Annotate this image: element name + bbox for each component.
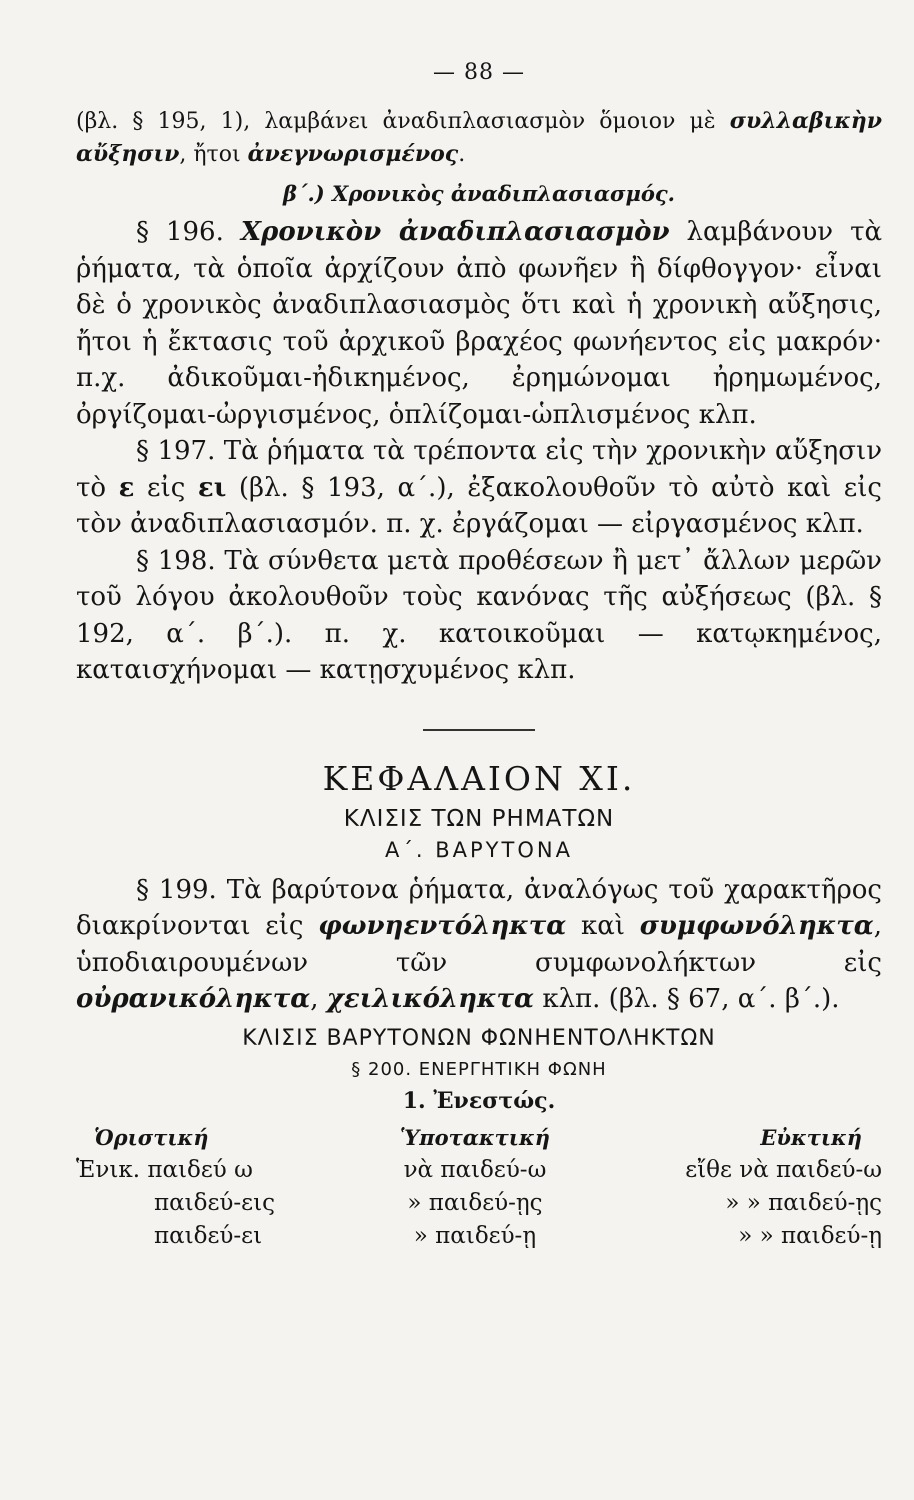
- para196-term: Χρονικὸν ἀναδιπλασιασμὸν: [240, 217, 670, 247]
- table-cell: » » παιδεύ-ῃ: [738, 1223, 882, 1249]
- paragraph-197: [76, 433, 882, 543]
- para199-term-4: χειλικόληκτα: [326, 984, 535, 1014]
- table-row: [76, 1220, 882, 1253]
- section-heading: Α΄. ΒΑΡΥΤΟΝΑ: [385, 837, 573, 862]
- intro-paragraph: [76, 105, 882, 171]
- para199-text-end: κλπ. (βλ. § 67, α΄. β΄.).: [534, 984, 840, 1014]
- tense-heading: 1. Ἐνεστώς.: [402, 1087, 556, 1114]
- intro-text-end: .: [458, 142, 466, 167]
- para199-text-4: ,: [310, 984, 327, 1014]
- table-row: [76, 1154, 882, 1187]
- paragraph-198: § 198. Τὰ σύνθετα μετὰ προθέσεων ἢ μετ᾿ ἄλλων μερῶν τοῦ λόγου ἀκολουθοῦν τοὺς κανόνας τῆς αὐξήσεως (βλ. § 192, α΄. β΄.). π. χ. κατοικοῦμαι — κατῳκημένος, καταισχήνομαι — κατῃσχυμένος κλπ.: [76, 545, 882, 685]
- page-number: — 88 —: [433, 60, 525, 85]
- table-cell: » παιδεύ-ῃς: [407, 1190, 543, 1216]
- table-cell: νὰ παιδεύ-ω: [403, 1157, 547, 1183]
- table-cell: παιδεύ-εις: [154, 1190, 275, 1216]
- chapter-subtitle: ΚΛΙΣΙΣ ΤΩΝ ΡΗΜΑΤΩΝ: [343, 805, 615, 832]
- column-header-subjunctive: Ὑποτακτική: [399, 1125, 550, 1150]
- table-header-row: [76, 1122, 882, 1154]
- para199-text: § 199. Τὰ βαρύτονα ῥήματα, ἀναλόγως τοῦ χαρακτῆρος διακρίνονται εἰς: [76, 874, 882, 941]
- column-header-optative: Εὐκτική: [760, 1125, 862, 1150]
- table-cell: εἴθε νὰ παιδεύ-ω: [685, 1157, 882, 1183]
- para199-term-3: οὐρανικόληκτα: [76, 984, 311, 1014]
- book-page: [76, 60, 882, 1253]
- para197-letter-2: ει: [197, 472, 227, 503]
- column-header-indicative: Ὁριστική: [94, 1125, 209, 1150]
- divider: [423, 729, 535, 731]
- para197-text-mid: εἰς: [134, 472, 198, 503]
- table-cell: Ἑνικ. παιδεύ ω: [76, 1157, 253, 1183]
- para199-term-1: φωνηεντόληκτα: [318, 911, 567, 941]
- paragraph-199: [76, 872, 882, 1018]
- para196-text: λαμβάνουν τὰ ῥήματα, τὰ ὁποῖα ἀρχίζουν ἀπὸ φωνῆεν ἢ δίφθογγον· εἶναι δὲ ὁ χρονικὸς ἀναδιπλασιασμὸς ὅτι καὶ ἡ χρονικὴ αὔξησις, ἤτοι ἡ ἔκτασις τοῦ ἀρχικοῦ βραχέος φωνήεντος εἰς μακρόν· π.χ. ἀδικοῦμαι-ἠδικημένος, ἐρημώνομαι ἠρημωμένος, ὀργίζομαι-ὠργισμένος, ὁπλίζομαι-ὡπλισμένος κλπ.: [76, 217, 883, 430]
- chapter-title: ΚΕΦΑΛΑΙΟΝ XI.: [322, 758, 636, 798]
- para199-text-2: καὶ: [566, 911, 640, 941]
- conjugation-table: [76, 1122, 882, 1253]
- para196-number: § 196.: [136, 217, 241, 247]
- para197-text: § 197. Τὰ ῥήματα τὰ τρέποντα εἰς τὴν χρονικὴν αὔξησιν τὸ: [76, 436, 882, 503]
- paragraph-196: [76, 214, 882, 433]
- table-cell: παιδεύ-ει: [154, 1223, 263, 1249]
- para197-text-end: (βλ. § 193, α΄.), ἐξακολουθοῦν τὸ αὐτὸ καὶ εἰς τὸν ἀναδιπλασιασμόν. π. χ. ἐργάζομαι — εἰργασμένος κλπ.: [76, 472, 882, 539]
- para199-text-3: , ὑποδιαιρουμένων τῶν συμφωνολήκτων εἰς: [76, 911, 882, 978]
- para197-letter-1: ε: [118, 472, 135, 503]
- table-cell: » » παιδεύ-ῃς: [725, 1190, 882, 1216]
- intro-text: (βλ. § 195, 1), λαμβάνει ἀναδιπλασιασμὸν ὅμοιον μὲ: [76, 109, 730, 134]
- intro-term-2: ἀνεγνωρισμένος: [247, 141, 459, 167]
- intro-term-1: συλλαβικὴν αὔξησιν: [76, 108, 882, 167]
- conjugation-heading: ΚΛΙΣΙΣ ΒΑΡΥΤΟΝΩΝ ΦΩΝΗΕΝΤΟΛΗΚΤΩΝ: [242, 1025, 716, 1051]
- subheading: β΄.) Χρονικὸς ἀναδιπλασιασμός.: [283, 181, 675, 206]
- para199-term-2: συμφωνόληκτα: [639, 911, 874, 941]
- intro-text-mid: , ἤτοι: [179, 142, 248, 167]
- table-row: [76, 1187, 882, 1220]
- table-cell: » παιδεύ-ῃ: [413, 1223, 537, 1249]
- section-200-heading: § 200. ΕΝΕΡΓΗΤΙΚΗ ΦΩΝΗ: [351, 1058, 607, 1080]
